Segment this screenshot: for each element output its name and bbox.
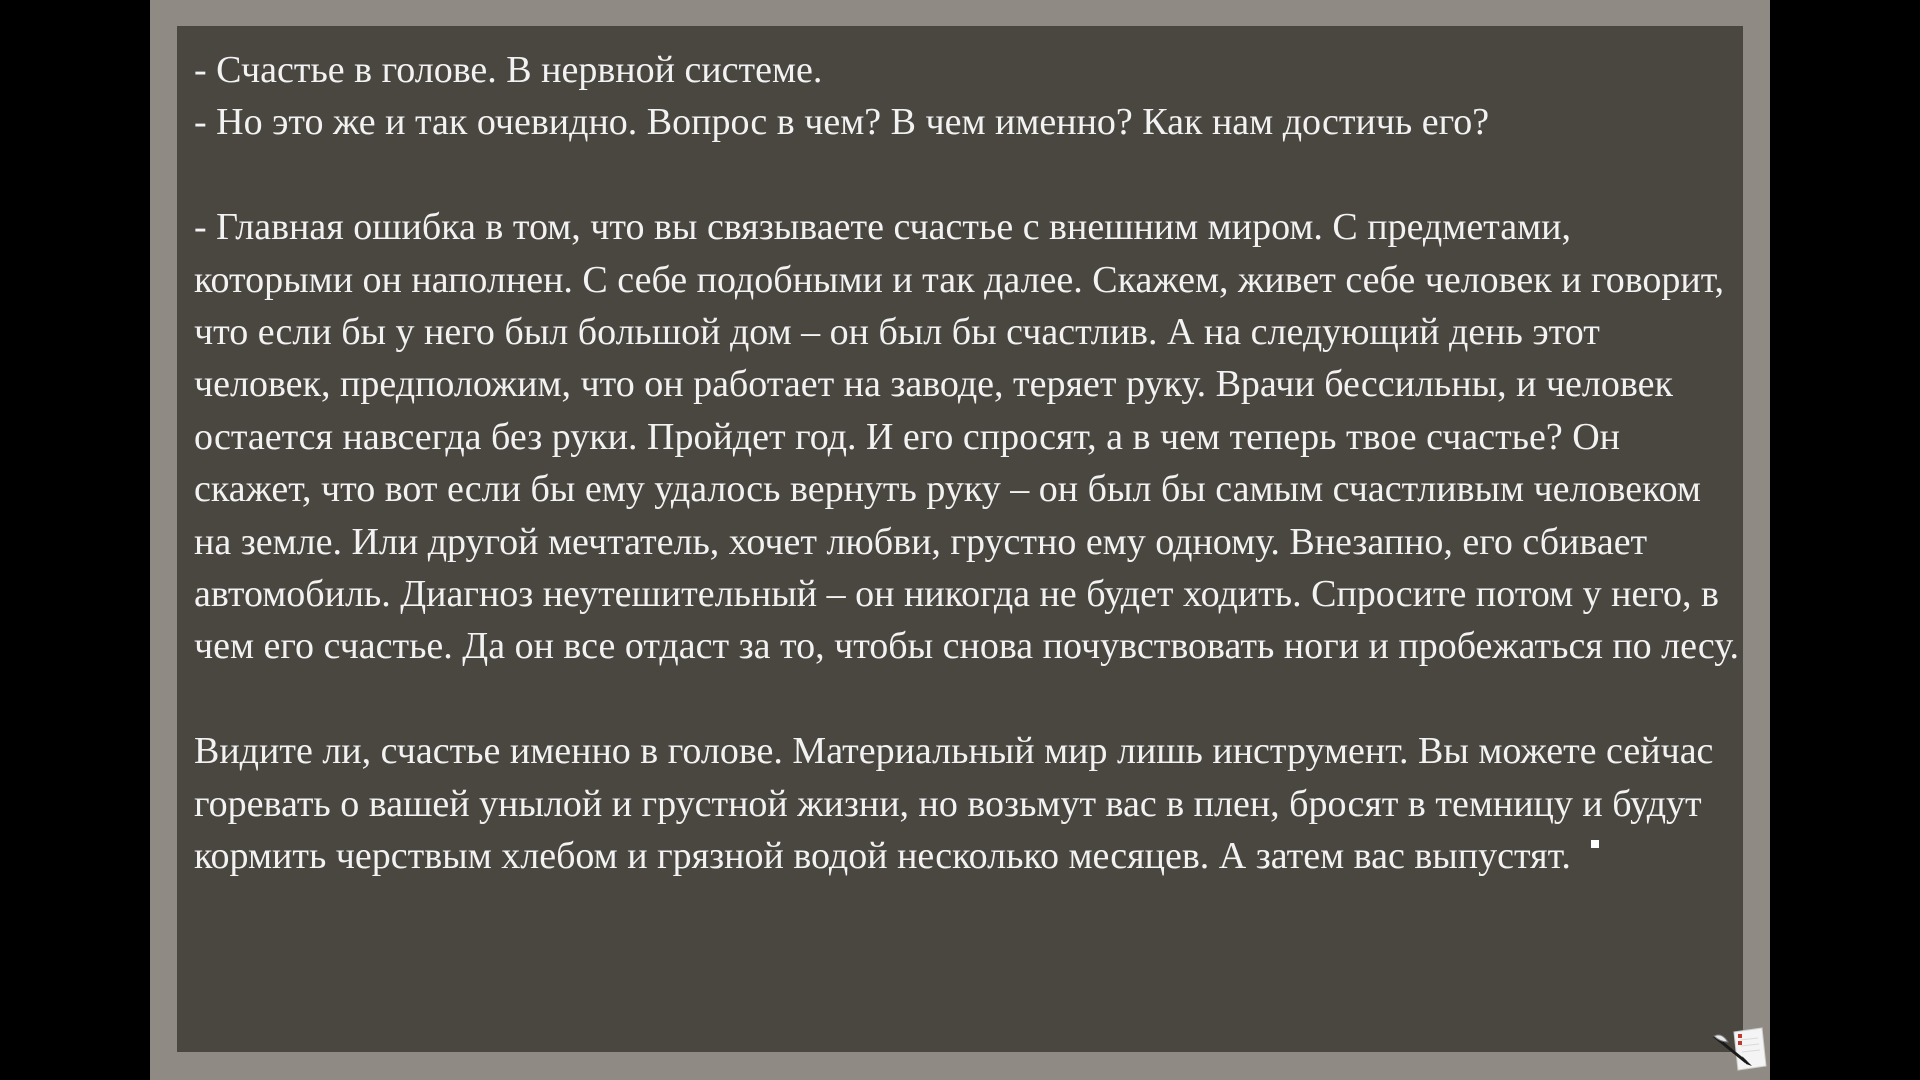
dialogue-paragraph-text: Видите ли, счастье именно в голове. Материальный мир лишь инструмент. Вы можете сейчас горевать о вашей унылой и грустной жизни, но возьмут вас в плен, бросят в темницу и будут кормить черствым хлебом и грязной водой несколько месяцев. А затем вас выпустят.	[194, 730, 1714, 878]
text-frame	[150, 0, 1770, 1080]
dialogue-paragraph	[194, 725, 1739, 882]
continue-cursor-icon	[1591, 840, 1599, 848]
dialogue-box[interactable]	[177, 26, 1743, 1052]
dialogue-line: - Но это же и так очевидно. Вопрос в чем? В чем именно? Как нам достичь его?	[194, 101, 1490, 144]
quill-paper-icon[interactable]	[1712, 1026, 1768, 1074]
dialogue-line: - Счастье в голове. В нервной системе.	[194, 49, 823, 91]
dialogue-text	[194, 44, 1739, 882]
paragraph-gap	[194, 149, 1739, 201]
paragraph-gap	[194, 673, 1739, 725]
dialogue-paragraph: - Главная ошибка в том, что вы связываете счастье с внешним миром. С предметами, которыми он наполнен. С себе подобными и так далее. Скажем, живет себе человек и говорит, что если бы у него был большой дом – он был бы счастлив. А на следующий день этот человек, предположим, что он работает на заводе, теряет руку. Врачи бессильны, и человек остается навсегда без руки. Пройдет год. И его спросят, а в чем теперь твое счастье? Он скажет, что вот если бы ему удалось вернуть руку – он был бы самым счастливым человеком на земле. Или другой мечтатель, хочет любви, грустно ему одному. Внезапно, его сбивает автомобиль. Диагноз неутешительный – он никогда не будет ходить. Спросите потом у него, в чем его счастье. Да он все отдаст за то, чтобы снова почувствовать ноги и пробежаться по лесу.	[194, 206, 1739, 668]
